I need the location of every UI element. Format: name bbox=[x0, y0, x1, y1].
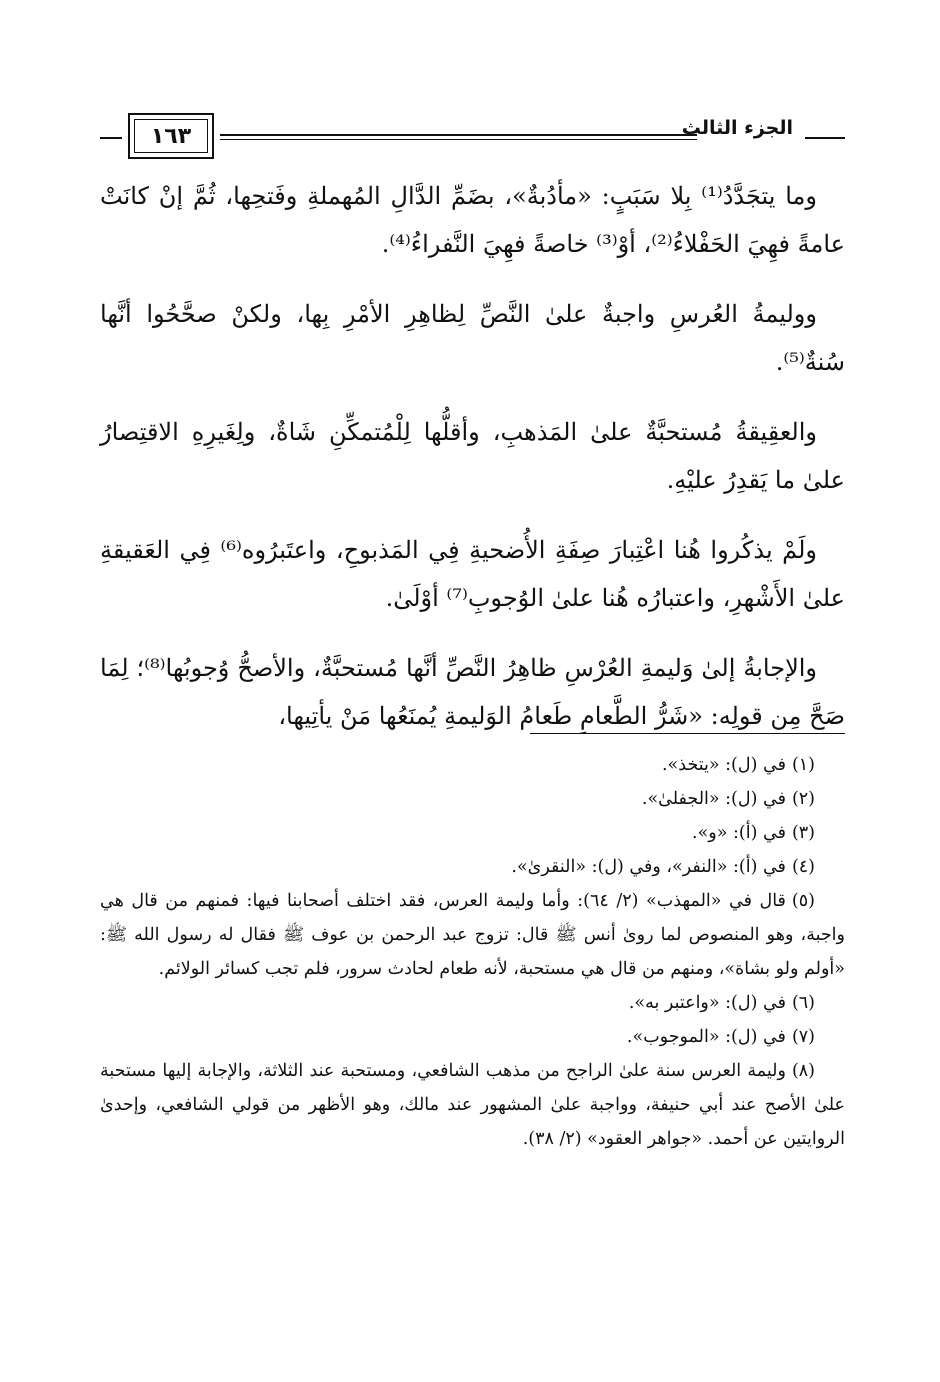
header-rule-left bbox=[100, 137, 122, 139]
main-paragraph: وما يتجَدَّدُ⁽¹⁾ بِلا سَبَبٍ: «مأدُبةٌ»، بضَمِّ الدَّالِ المُهملةِ وفَتحِها، ثُمَّ إنْ كانَتْ عامةً فهِيَ الحَفْلاءُ⁽²⁾، أوْ⁽³⁾ خاصةً فهِيَ النَّفراءُ⁽⁴⁾. bbox=[100, 182, 845, 258]
header-rule-right bbox=[805, 137, 845, 139]
footnote-number: (٦) bbox=[791, 993, 815, 1013]
header-rule bbox=[220, 134, 697, 136]
page-number: ١٦٣ bbox=[134, 119, 208, 153]
footnote-text: في (ل): «الجفلىٰ». bbox=[641, 789, 786, 809]
footnote bbox=[100, 782, 845, 816]
footnote-number: (٤) bbox=[791, 857, 815, 877]
footnote-text: وليمة العرس سنة علىٰ الراجح من مذهب الشافعي، ومستحبة عند الثلاثة، والإجابة إليها مستحبة علىٰ الأصح عند أبي حنيفة، وواجبة علىٰ المشهور عند مالك، وهو الأظهر من قولي الشافعي، وإحدىٰ الروايتين عن أحمد. «جواهر العقود» (٢/ ٣٨). bbox=[100, 1061, 845, 1149]
header-rule-thin bbox=[220, 139, 697, 140]
footnotes bbox=[100, 748, 845, 1156]
page-header bbox=[100, 105, 845, 165]
footnote-divider bbox=[530, 733, 845, 734]
footnote-text: في (ل): «يتخذ». bbox=[661, 755, 786, 775]
main-text bbox=[100, 172, 845, 762]
main-paragraph: والإجابةُ إلىٰ وَليمةِ العُرْسِ ظاهِرُ النَّصِّ أنَّها مُستحبَّةٌ، والأصحُّ وُجوبُها⁽⁸⁾؛ لِمَا صَحَّ مِن قولِه: «شَرُّ الطَّعامِ طَعامُ الوَليمةِ يُمنَعُها مَنْ يأتِيها، bbox=[100, 654, 845, 730]
footnote-text: في (ل): «الموجوب». bbox=[626, 1027, 786, 1047]
footnote-text: قال في «المهذب» (٢/ ٦٤): وأما وليمة العرس، فقد اختلف أصحابنا فيها: فمنهم من قال هي واجبة، وهو المنصوص لما روىٰ أنس ﷺ قال: تزوج عبد الرحمن بن عوف ﷺ فقال له رسول الله ﷺ: «أولم ولو بشاة»، ومنهم من قال هي مستحبة، لأنه طعام لحادث سرور، فلم تجب كسائر الولائم. bbox=[100, 891, 845, 979]
footnote-number: (٣) bbox=[791, 823, 815, 843]
running-title: الجزء الثالث bbox=[681, 117, 793, 139]
footnote bbox=[100, 1020, 845, 1054]
footnote bbox=[100, 816, 845, 850]
footnote-number: (١) bbox=[791, 755, 815, 775]
footnote bbox=[100, 986, 845, 1020]
footnote-text: في (أ): «النفر»، وفي (ل): «النقرىٰ». bbox=[511, 857, 786, 877]
footnote-text: في (ل): «واعتبر به». bbox=[628, 993, 786, 1013]
footnote-number: (٥) bbox=[791, 891, 815, 911]
footnote-text: في (أ): «و». bbox=[692, 823, 786, 843]
footnote-number: (٧) bbox=[791, 1027, 815, 1047]
footnote bbox=[100, 748, 845, 782]
main-paragraph: والعقِيقةُ مُستحبَّةٌ علىٰ المَذهبِ، وأقلُّها لِلْمُتمكِّنِ شَاةٌ، ولِغَيرِهِ الاقتِصارُ علىٰ ما يَقدِرُ عليْهِ. bbox=[100, 418, 845, 494]
footnote bbox=[100, 1054, 845, 1156]
page-number-box bbox=[128, 113, 214, 159]
main-paragraph: ولَمْ يذكُروا هُنا اعْتِبارَ صِفَةِ الأُضحيةِ فِي المَذبوحِ، واعتَبرُوه⁽⁶⁾ فِي العَقيقةِ علىٰ الأَشْهرِ، واعتبارُه هُنا علىٰ الوُجوبِ⁽⁷⁾ أوْلَىٰ. bbox=[100, 536, 845, 612]
footnote bbox=[100, 850, 845, 884]
footnote-number: (٨) bbox=[791, 1061, 815, 1081]
footnote bbox=[100, 884, 845, 986]
footnote-number: (٢) bbox=[791, 789, 815, 809]
main-paragraph: ووليمةُ العُرسِ واجبةٌ علىٰ النَّصِّ لِظاهِرِ الأمْرِ بِها، ولكنْ صحَّحُوا أنَّها سُنةٌ⁽⁵⁾. bbox=[100, 300, 845, 376]
